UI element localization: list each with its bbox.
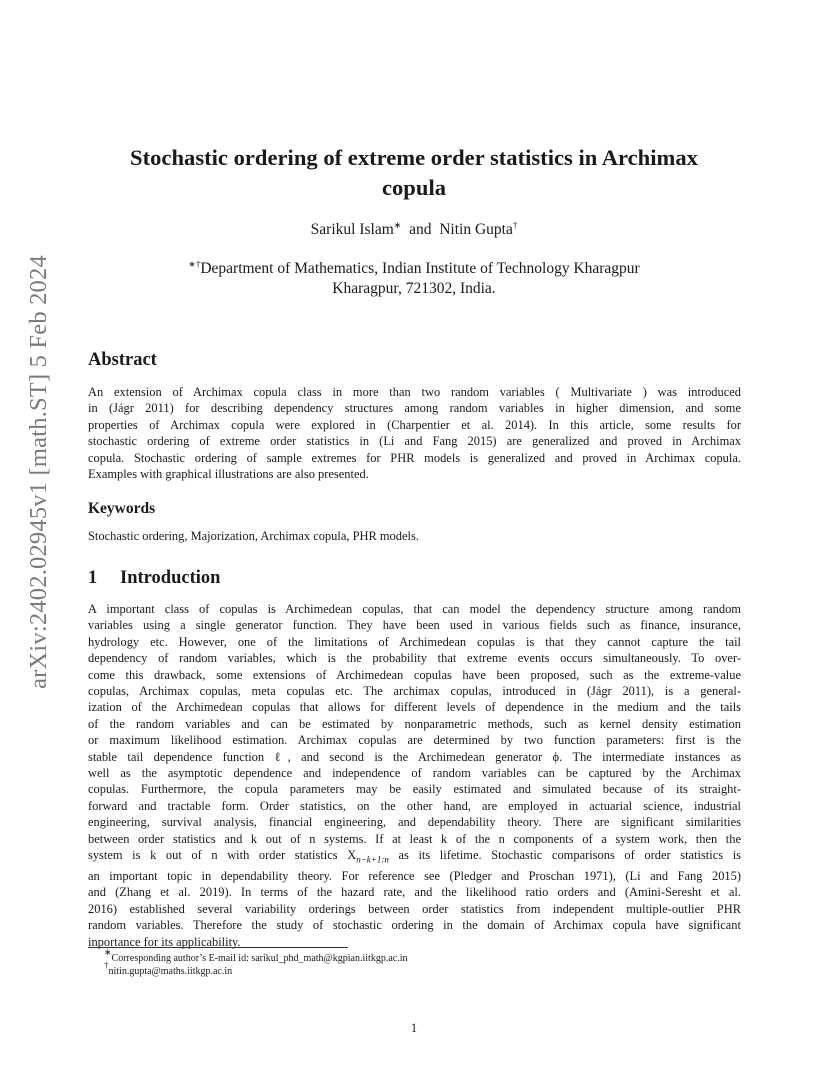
text-line: between order statistics and k out of n systems. If at least k of the n components of a system work, then the <box>88 831 741 846</box>
text-line: A important class of copulas is Archimedean copulas, that can model the dependency structure among random <box>88 602 741 616</box>
author-mark: ∗ <box>393 220 402 230</box>
text-line: An extension of Archimax copula class in more than two random variables ( Multivariate ) was introduced <box>88 385 741 399</box>
text-line: and (Zhang et al. 2019). In terms of the hazard rate, and the likelihood ratio orders and (Amini-Seresht et al. <box>88 885 741 900</box>
footnote-rule <box>88 947 348 948</box>
order-statistic-subscript: n−k+1:n <box>356 854 389 865</box>
page-number: 1 <box>410 1021 418 1035</box>
text-line: copulas. Furthermore, the copula parameters may be easily estimated and simulated because of its straight- <box>88 782 741 797</box>
affiliation-line-2: Kharagpur, 721302, India. <box>332 280 496 297</box>
text-line: 2016) established several variability orderings between order statistics from independent multiple-outlier PHR <box>88 901 741 916</box>
text-fragment: as its lifetime. Stochastic comparisons of order statistics is <box>388 848 741 863</box>
introduction-body <box>88 601 741 950</box>
paper-title <box>88 143 740 203</box>
text-line: Examples with graphical illustrations are also presented. <box>88 467 369 482</box>
arxiv-identifier-stamp <box>19 255 59 689</box>
author-name: Sarikul Islam <box>310 221 394 238</box>
introduction-heading <box>88 568 220 589</box>
text-line: an important topic in dependability theory. For reference see (Pledger and Proschan 1971), (Li and Fang 2015) <box>88 868 741 883</box>
footnote-mark: ∗ <box>104 947 112 957</box>
author-list <box>88 220 740 240</box>
footnote-2 <box>104 960 233 978</box>
author-mark: † <box>512 220 518 230</box>
title-line-1: Stochastic ordering of extreme order statistics in Archimax <box>130 145 698 170</box>
keywords-text: Stochastic ordering, Majorization, Archimax copula, PHR models. <box>88 529 419 543</box>
keywords-body <box>88 528 741 544</box>
text-line: stable tail dependence function ℓ, and second is the Archimedean generator ϕ. The intermediate instances as <box>88 749 741 764</box>
text-fragment: system is k out of n with order statistics X <box>88 848 357 863</box>
section-number: 1 <box>88 568 98 588</box>
text-line: or maximum likelihood estimation. Archimax copulas are determined by two function parameters: first is the <box>88 733 741 748</box>
text-line: stochastic ordering of extreme order statistics in (Li and Fang 2015) are generalized and proved in Archimax <box>88 434 741 449</box>
text-line: variables using a single generator function. They have been used in various fields such as finance, insurance, <box>88 618 741 633</box>
affiliation-mark: ∗† <box>188 259 201 269</box>
footnote-text: nitin.gupta@maths.iitkgp.ac.in <box>108 966 233 977</box>
text-line: well as the asymptotic dependence and independence of random variables can be captured by the Archimax <box>88 766 741 781</box>
abstract-heading: Abstract <box>88 350 157 370</box>
author-conjunction: and <box>409 221 432 238</box>
text-line: dependency of random variables, which is the probability that extreme events occurs simultaneously. To over- <box>88 651 741 666</box>
section-title: Introduction <box>120 568 221 588</box>
text-line: copulas, Archimax copulas, meta copulas etc. The archimax copulas, introduced in (Jágr 2011), is a general- <box>88 684 741 699</box>
title-line-2: copula <box>381 175 447 200</box>
text-line: ization of the Archimedean copulas that allows for different levels of dependence in the medium and the tails <box>88 700 741 715</box>
text-line: inportance for its applicability. <box>88 934 241 949</box>
arxiv-identifier: arXiv:2402.02945v1 [math.ST] 5 Feb 2024 <box>25 255 53 689</box>
text-line: of the random variables and can be estimated by nonparametric methods, such as kernel density estimation <box>88 716 741 731</box>
affiliation <box>88 259 740 299</box>
footnote-mark: † <box>104 960 109 970</box>
text-line: in (Jágr 2011) for describing dependency structures among random variables in higher dimension, and some <box>88 401 741 416</box>
text-line: properties of Archimax copula were explored in (Charpentier et al. 2014). In this article, some results for <box>88 417 741 432</box>
text-line: random variables. Therefore the study of stochastic ordering in the domain of Archimax copula have significant <box>88 918 741 933</box>
text-line: engineering, survival analysis, financial engineering, and dependability theory. There are significant similarities <box>88 815 741 830</box>
text-line: come this drawback, some extensions of Archimedean copulas have been proposed, such as the extreme-value <box>88 667 741 682</box>
footnote-text: Corresponding author’s E-mail id: sarikul_phd_math@kgpian.iitkgp.ac.in <box>111 953 408 964</box>
text-line: copula. Stochastic ordering of sample extremes for PHR models is generalized and proved in Archimax copula. <box>88 450 741 465</box>
text-line: hydrology etc. However, one of the limitations of Archimedean copulas is that they cannot capture the tail <box>88 634 741 649</box>
author-name: Nitin Gupta <box>439 221 513 238</box>
text-line <box>88 847 741 868</box>
affiliation-line-1: Department of Mathematics, Indian Institute of Technology Kharagpur <box>200 260 640 277</box>
keywords-heading: Keywords <box>88 500 156 517</box>
footnote-1 <box>104 947 408 965</box>
text-line: forward and tractable form. Order statistics, on the other hand, are employed in actuarial science, industrial <box>88 798 741 813</box>
abstract-body <box>88 384 741 482</box>
